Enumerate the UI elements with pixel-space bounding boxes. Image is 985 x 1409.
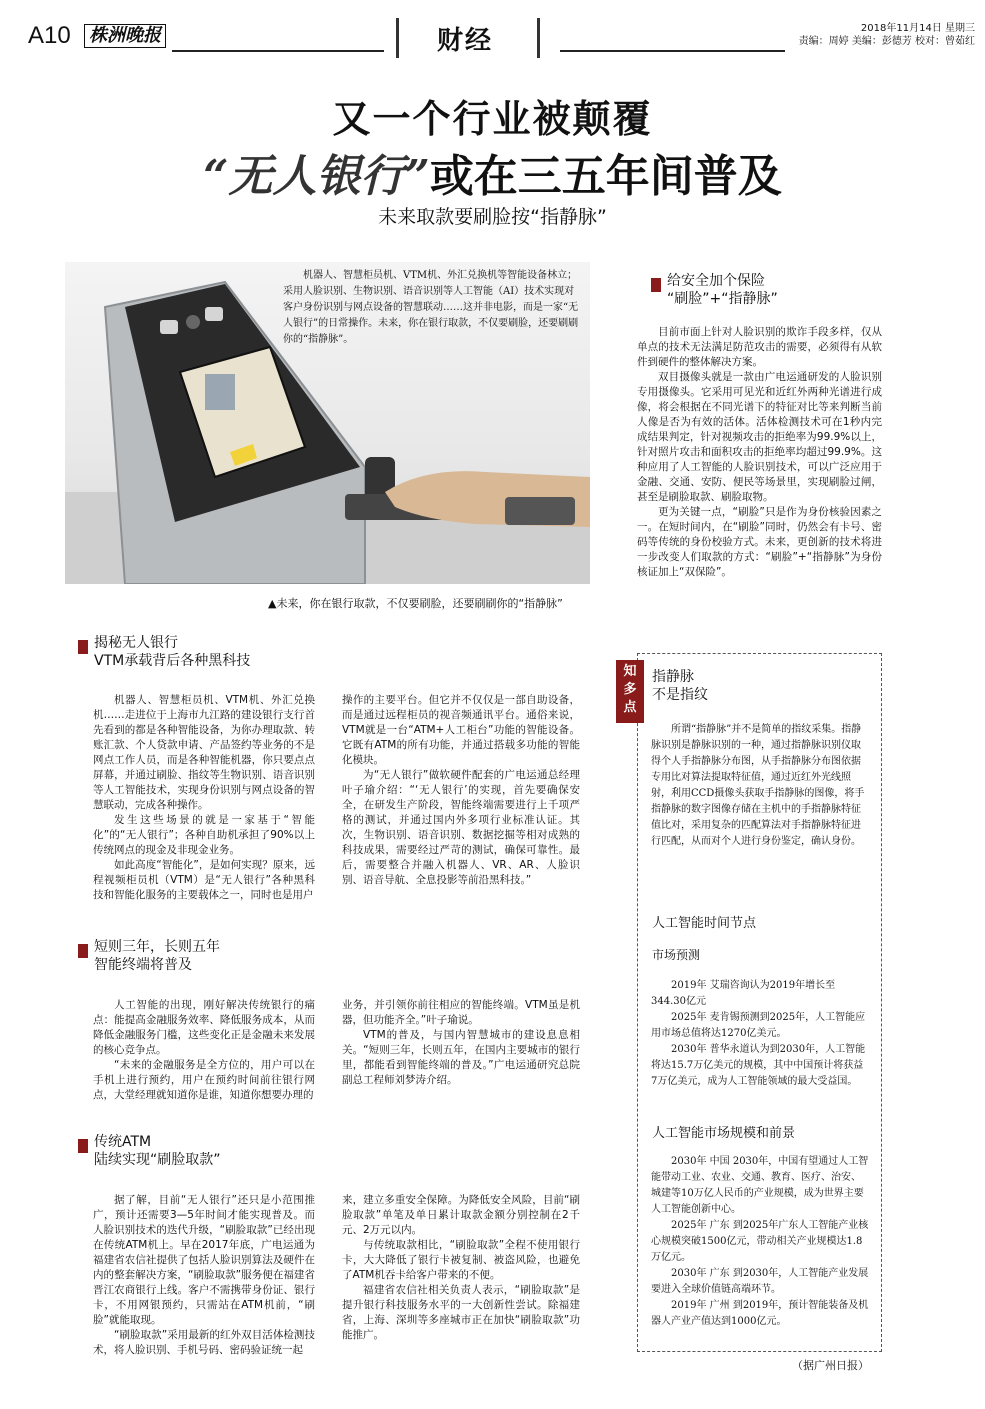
section1-head1: 揭秘无人银行: [94, 635, 178, 651]
scale-place: 广州: [709, 1300, 730, 1311]
forecast-text: 普华永道认为到2030年，人工智能将达15.7万亿美元的规模，其中中国预计将获益7万亿美元，成为人工智能领域的最大受益国。: [651, 1044, 866, 1087]
scale-text: 到2019年，预计智能装备及机器人产业产值达到1000亿元。: [651, 1300, 869, 1327]
paragraph: 发生这些场景的就是一家基于“智能化”的“无人银行”；各种自助机承担了90%以上传统网点的现金及非现金业务。: [93, 814, 315, 856]
scale-item: [651, 1266, 869, 1298]
badge-char: 知: [623, 664, 637, 679]
badge-char: 多: [623, 682, 637, 697]
section-divider-right: [537, 18, 540, 58]
scale-item: [651, 1218, 869, 1266]
paragraph: 操作的主要平台。但它并不仅仅是一部自助设备，而是通过远程柜员的视音频通讯平台。通俗来说，VTM就是一台“ATM+人工柜台”功能的智能设备。它既有ATM的所有功能，并通过搭载多功能的智能化模块。: [342, 694, 580, 766]
sidebar-head1: 指静脉: [652, 669, 694, 685]
paragraph: 据了解，目前“无人银行”还只是小范围推广，预计还需要3—5年时间才能实现普及。而人脸识别技术的迭代升级，“刷脸取款”已经出现在传统ATM机上。早在2017年底，广电运通为福建省农信社提供了包括人脸识别算法及硬件在内的整套解决方案，“刷脸取款”服务便在福建省晋江农商银行上线。客户不需携带身份证、银行卡，不用网银预约，只需站在ATM机前，“刷脸”就能取现。: [93, 1194, 315, 1326]
paragraph: 福建省农信社相关负责人表示，“刷脸取款”是提升银行科技服务水平的一大创新性尝试。除福建省，上海、深圳等多座城市正在加快“刷脸取款”功能推广。: [342, 1284, 580, 1341]
section1-heading: [94, 634, 250, 670]
section2-col1: [93, 998, 315, 1103]
section3-head2: 陆续实现“刷脸取款”: [94, 1152, 221, 1168]
scale-item: [651, 1298, 869, 1330]
headline-line2: [0, 140, 985, 204]
section2-head1: 短则三年，长则五年: [94, 939, 220, 955]
headline-line1: 又一个行业被颠覆: [332, 97, 653, 141]
headline-rest: 或在三五年间普及: [429, 151, 782, 202]
paragraph: 目前市面上针对人脸识别的欺诈手段多样，仅从单点的技术无法满足防范攻击的需要，必须得有从软件到硬件的整体解决方案。: [637, 326, 882, 368]
forecast-year: 2019年: [671, 980, 707, 991]
paragraph: 为“无人银行”做软硬件配套的广电运通总经理叶子瑜介绍：“‘无人银行’的实现，首先要确保安全，在研发生产阶段，智能终端需要进行上千项严格的测试，并通过国内外多项行业标准认证。其次，生物识别、语音识别、数据挖掘等相对成熟的科技成果，需要经过严苛的测试，确保可靠性。最后，需要整合并融入机器人、VR、AR、人脸识别、语音导航、全息投影等前沿黑科技。”: [342, 769, 580, 886]
paragraph: 与传统取款相比，“刷脸取款”全程不使用银行卡，大大降低了银行卡被复制、被盗风险，也避免了ATM机吞卡给客户带来的不便。: [342, 1239, 580, 1281]
forecast-year: 2030年: [671, 1044, 707, 1055]
paragraph: 业务，并引领你前往相应的智能终端。VTM虽是机器，但功能齐全。”叶子瑜说。: [342, 999, 580, 1026]
scale-text: 到2025年广东人工智能产业核心规模突破1500亿元，带动相关产业规模达1.8万亿元。: [651, 1220, 869, 1263]
dateline: [799, 22, 975, 48]
forecast-text: 麦肯锡预测到2025年，人工智能应用市场总值将达1270亿美元。: [651, 1012, 866, 1039]
heading-marker: [651, 278, 661, 292]
forecast-year: 2025年: [671, 1012, 707, 1023]
heading-marker: [78, 640, 88, 654]
section2-col2: [342, 998, 580, 1088]
scale-year: 2030年: [671, 1156, 707, 1167]
source-credit: （据广州日报）: [792, 1359, 869, 1372]
paragraph: “刷脸取款”采用最新的红外双目活体检测技术，将人脸识别、手机号码、密码验证统一起: [93, 1329, 315, 1356]
section4-head1: 给安全加个保险: [667, 273, 765, 289]
heading-marker: [78, 1139, 88, 1153]
sidebar-head2: 不是指纹: [652, 687, 708, 703]
forecast-item: [651, 978, 869, 1010]
section1-col1: [93, 693, 315, 903]
paragraph: 机器人、智慧柜员机、VTM机、外汇兑换机……走进位于上海市九江路的建设银行支行首先看到的都是各种智能设备，为你办理取款、转账汇款、个人贷款申请、产品签约等业务的不是网点工作人员，而是各种智能机器，你只要点点屏幕，并通过刷脸、指纹等生物识别、语音识别等人工智能技术，实现身份识别与网点设备的智慧联动，完成各种操作。: [93, 694, 315, 811]
forecast-text: 艾瑞咨询认为2019年增长至344.30亿元: [651, 980, 836, 1007]
headline-subtitle: 未来取款要刷脸按“指静脉”: [378, 206, 607, 228]
newspaper-name: 株洲晚报: [84, 24, 166, 48]
section-divider-left: [396, 18, 399, 58]
badge-char: 点: [623, 700, 637, 715]
scale-place: 广东: [709, 1220, 730, 1231]
forecast-item: [651, 1010, 869, 1042]
section4-body: [637, 325, 882, 580]
header-rule-left: [172, 50, 384, 52]
headline-quoted: “无人银行”: [203, 151, 430, 202]
section3-head1: 传统ATM: [94, 1134, 152, 1150]
scale-year: 2025年: [671, 1220, 707, 1231]
paragraph: “未来的金融服务是全方位的，用户可以在手机上进行预约，用户在预约时间前往银行网点，大堂经理就知道你是谁，知道你想要办理的: [93, 1059, 315, 1101]
paragraph: 人工智能的出现，刚好解决传统银行的痛点：能提高金融服务效率、降低服务成本，从而降低金融服务门槛，这些变化正是金融未来发展的核心竞争点。: [93, 999, 315, 1056]
scale-item: [651, 1154, 869, 1218]
heading-marker: [78, 944, 88, 958]
paragraph: VTM的普及，与国内智慧城市的建设息息相关。“短则三年，长则五年，在国内主要城市的银行里，都能看到智能终端的普及。”广电运通研究总院副总工程师刘梦涛介绍。: [342, 1029, 580, 1086]
section-name: 财经: [437, 26, 494, 56]
section1-head2: VTM承载背后各种黑科技: [94, 653, 251, 669]
timeline-title: 人工智能时间节点: [652, 916, 757, 931]
section2-head2: 智能终端将普及: [94, 957, 192, 973]
sidebar-text: 所谓“指静脉”并不是简单的指纹采集。指静脉识别是静脉识别的一种，通过指静脉识别仪取得个人手指静脉分布图，从手指静脉分布图依据专用比对算法提取特征值，通过近红外光线照射，利用CCD摄像头获取手指静脉的图像，将手指静脉的数字图像存储在主机中的手指静脉特征值比对，采用复杂的匹配算法对手指静脉特征进行匹配，从而对个人进行身份鉴定，确认身份。: [651, 724, 865, 847]
section4-head2: “刷脸”+“指静脉”: [667, 291, 778, 307]
know-more-badge: [616, 660, 644, 723]
section3-heading: [94, 1133, 221, 1169]
scale-title: 人工智能市场规模和前景: [652, 1126, 796, 1141]
photo-caption: ▲未来，你在银行取款，不仅要刷脸，还要刷刷你的“指静脉”: [268, 597, 563, 610]
paragraph: 更为关键一点，“刷脸”只是作为身份核验因素之一。在短时间内，在“刷脸”同时，仍然会有卡号、密码等传统的身份校验方式。未来，更创新的技术将进一步改变人们取款的方式：“刷脸”+“指静脉”为身份核证加上“双保险”。: [637, 506, 882, 578]
section3-col1: [93, 1193, 315, 1358]
scale-text: 2030年，中国有望通过人工智能带动工业、农业、交通、教育、医疗、治安、城建等10万亿人民币的产业规模，成为世界主要人工智能创新中心。: [651, 1156, 869, 1215]
paragraph: 来，建立多重安全保障。为降低安全风险，目前“刷脸取款”单笔及单日累计取款金额分别控制在2千元、2万元以内。: [342, 1194, 580, 1236]
section4-heading: [667, 272, 778, 308]
scale-place: 中国: [709, 1156, 730, 1167]
sidebar-heading: [652, 668, 708, 704]
lede-paragraph: 机器人、智慧柜员机、VTM机、外汇兑换机等智能设备林立；采用人脸识别、生物识别、语音识别等人工智能（AI）技术实现对客户身份识别与网点设备的智慧联动……这并非电影，而是一家“无人银行”的日常操作。未来，你在银行取款，不仅要刷脸，还要刷刷你的“指静脉”。: [283, 270, 579, 345]
paragraph: 双目摄像头就是一款由广电运通研发的人脸识别专用摄像头。它采用可见光和近红外两种光谱进行成像，将会根据在不同光谱下的特征对比等来判断当前人像是否为有效的活体。活体检测技术可在1秒内完成结果判定，针对视频攻击的拒绝率为99.9%以上，针对照片攻击和面积攻击的拒绝率均超过99.9%。这种应用了人工智能的人脸识别技术，可以广泛应用于金融、交通、安防、便民等场景里，实现刷脸过闸，甚至是刷脸取款、刷脸取物。: [637, 371, 882, 503]
page-number: A10: [28, 22, 71, 49]
market-forecast-title: 市场预测: [652, 948, 701, 962]
section1-col2: [342, 693, 580, 888]
scale-year: 2019年: [671, 1300, 707, 1311]
section3-col2: [342, 1193, 580, 1343]
header-rule-right: [560, 50, 785, 52]
scale-year: 2030年: [671, 1268, 707, 1279]
date: 2018年11月14日 星期三: [860, 23, 975, 34]
scale-text: 到2030年，人工智能产业发展要进入全球价值链高端环节。: [651, 1268, 869, 1295]
editors: 责编：周婷 美编：彭德芳 校对：曾茹红: [798, 36, 975, 47]
section2-heading: [94, 938, 220, 974]
scale-place: 广东: [709, 1268, 730, 1279]
scale-list: [651, 1154, 869, 1330]
forecast-item: [651, 1042, 869, 1090]
paragraph: 如此高度“智能化”，是如何实现？原来，远程视频柜员机（VTM）是“无人银行”各种黑科技和智能化服务的主要载体之一，同时也是用户: [93, 859, 315, 901]
forecast-list: [651, 978, 869, 1090]
